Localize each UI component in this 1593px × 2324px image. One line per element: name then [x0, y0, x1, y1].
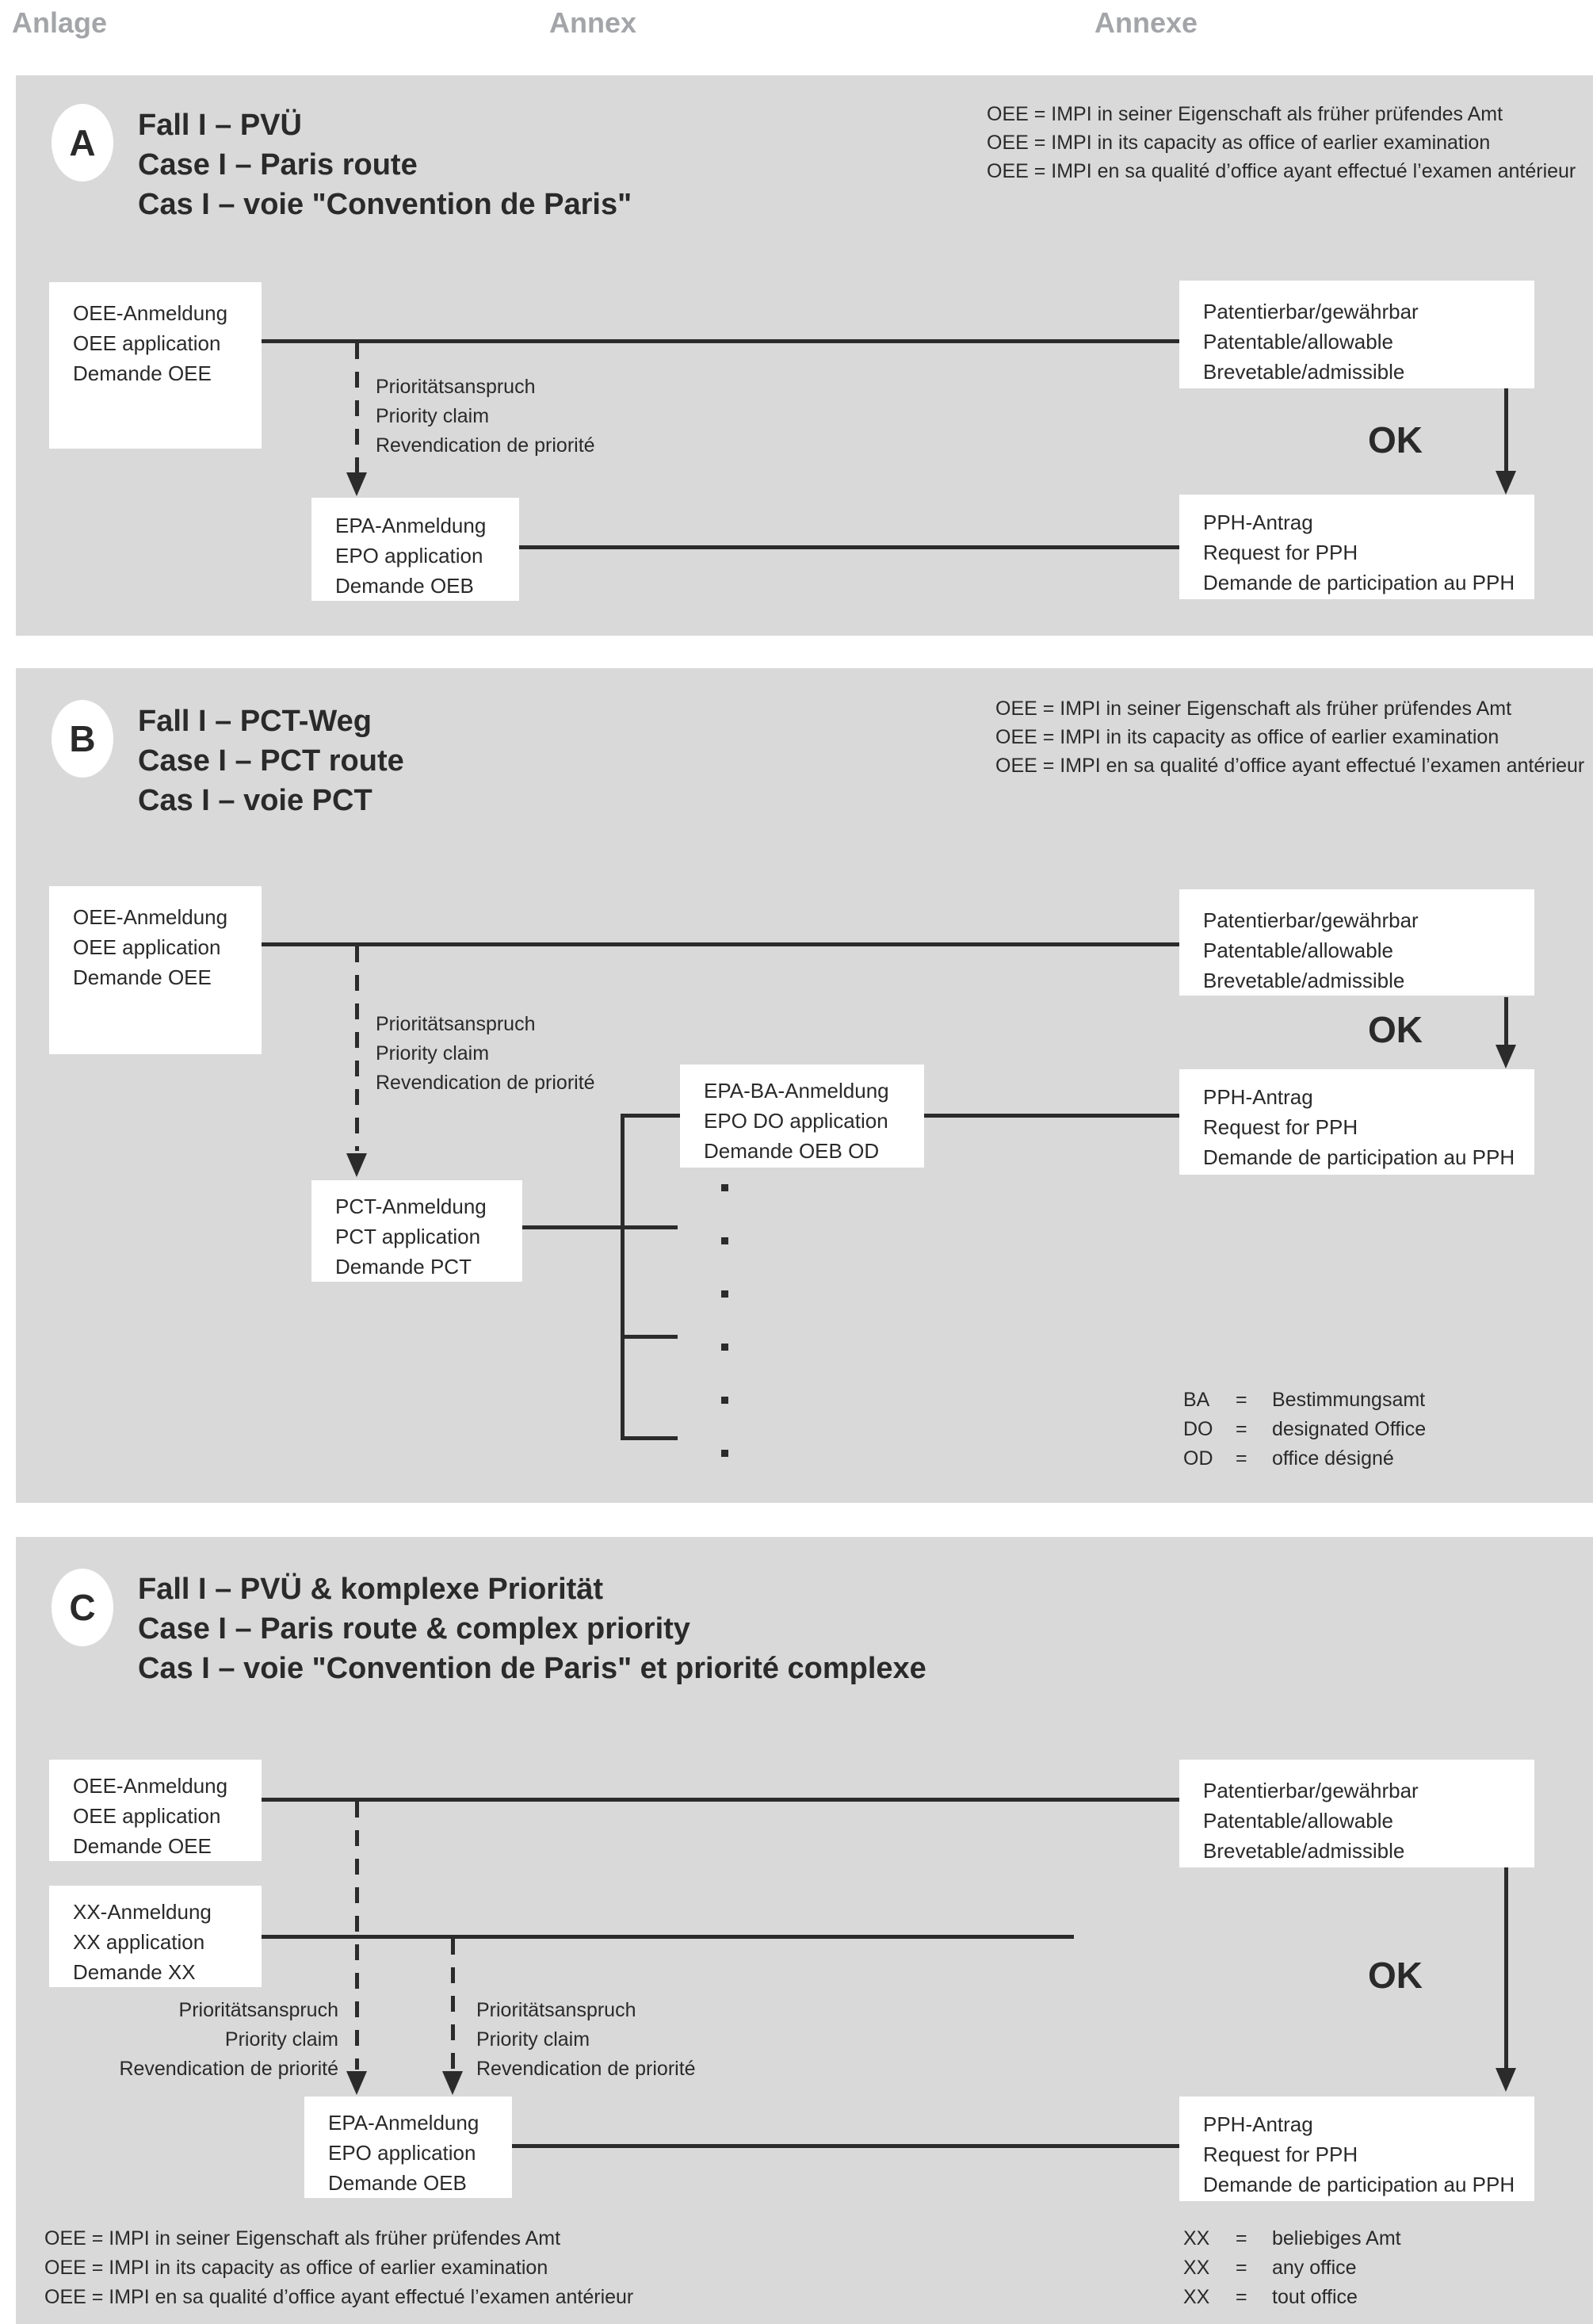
b-patentable-line-de: Patentierbar/gewährbar	[1203, 908, 1419, 932]
c-node-patentable	[1179, 1760, 1534, 1867]
legend-eq: =	[1236, 2286, 1247, 2308]
b-stub-top-to-epodo	[621, 1114, 682, 1118]
a-node-pph-request	[1179, 495, 1534, 599]
b-pph-line-en: Request for PPH	[1203, 1115, 1358, 1139]
a-ok-arrow	[1504, 388, 1508, 471]
a-patentable-line-de: Patentierbar/gewährbar	[1203, 300, 1419, 323]
section-c-title-en: Case I – Paris route & complex priority	[138, 1612, 690, 1646]
c-epo-line-fr: Demande OEB	[328, 2171, 467, 2195]
page-header-fr: Annexe	[1094, 6, 1198, 39]
c-oee-line-de: OEE-Anmeldung	[73, 1774, 228, 1798]
legend-abbr: OD	[1183, 1447, 1213, 1470]
b-pct-line-fr: Demande PCT	[335, 1255, 472, 1279]
c-oee-line-en: OEE application	[73, 1804, 221, 1828]
section-b-badge	[52, 700, 113, 778]
section-a-badge-letter: A	[69, 122, 96, 163]
c-epo-line-en: EPO application	[328, 2141, 476, 2165]
c-pph-line-en: Request for PPH	[1203, 2142, 1358, 2166]
c-xx-line-en: XX application	[73, 1930, 205, 1954]
c-oee-legend-bottom	[44, 2224, 633, 2312]
legend-term: designated Office	[1272, 1418, 1427, 1440]
c-node-epo-application	[304, 2097, 512, 2198]
section-b-title	[138, 701, 404, 820]
c-ok-label: OK	[1368, 1955, 1423, 1996]
b-ok-arrowhead	[1496, 1045, 1516, 1068]
b-line-epodo-to-pph	[924, 1114, 1179, 1118]
a-epo-line-fr: Demande OEB	[335, 574, 474, 598]
legend-abbr: XX	[1183, 2286, 1210, 2308]
c-patentable-line-en: Patentable/allowable	[1203, 1809, 1393, 1833]
b-stub-bottom	[621, 1436, 678, 1440]
legend-term: beliebiges Amt	[1272, 2227, 1401, 2249]
legend-abbr: XX	[1183, 2257, 1210, 2279]
c-ok-arrowhead	[1496, 2068, 1516, 2092]
priority-claim-en: Priority claim	[376, 405, 490, 427]
priority-claim-de: Prioritätsanspruch	[376, 376, 536, 398]
legend-term: tout office	[1272, 2286, 1358, 2308]
b-designation-bracket	[621, 1114, 625, 1440]
a-patentable-line-fr: Brevetable/admissible	[1203, 360, 1405, 384]
b-line-oee-to-patentable	[262, 942, 1179, 946]
b-priority-claim-label	[376, 1010, 595, 1098]
b-node-epo-do-application	[680, 1065, 924, 1168]
a-oee-line-en: OEE application	[73, 331, 221, 355]
b-oee-line-fr: Demande OEE	[73, 965, 212, 989]
legend-row	[1183, 2224, 1401, 2253]
b-pph-line-de: PPH-Antrag	[1203, 1085, 1313, 1109]
b-patentable-line-fr: Brevetable/admissible	[1203, 969, 1405, 992]
c-xx-line-fr: Demande XX	[73, 1960, 196, 1984]
legend-eq: =	[1236, 1418, 1247, 1440]
a-ok-label: OK	[1368, 419, 1423, 461]
a-pph-line-fr: Demande de participation au PPH	[1203, 571, 1515, 594]
b-ellipsis-dot	[721, 1450, 728, 1457]
b-epodo-line-fr: Demande OEB OD	[704, 1139, 880, 1163]
oee-legend-fr: OEE = IMPI en sa qualité d’office ayant effectué l’examen antérieur	[44, 2286, 634, 2308]
b-node-pph-request	[1179, 1069, 1534, 1175]
oee-legend-en: OEE = IMPI in its capacity as office of earlier examination	[995, 726, 1499, 748]
legend-row	[1183, 1415, 1426, 1444]
section-c-badge-letter: C	[69, 1587, 96, 1628]
c-line-oee-to-patentable	[262, 1798, 1179, 1802]
section-a-badge	[52, 104, 113, 182]
a-node-epo-application	[311, 498, 519, 601]
legend-row	[1183, 1386, 1426, 1415]
priority-claim-en: Priority claim	[476, 2028, 590, 2051]
a-priority-arrowhead	[346, 472, 367, 496]
section-c-title-de: Fall I – PVÜ & komplexe Priorität	[138, 1573, 604, 1606]
oee-legend-en: OEE = IMPI in its capacity as office of earlier examination	[987, 132, 1491, 154]
priority-claim-fr: Revendication de priorité	[119, 2058, 338, 2080]
b-stub-mid	[621, 1335, 678, 1339]
c-pph-line-fr: Demande de participation au PPH	[1203, 2173, 1515, 2196]
a-node-oee-application	[49, 282, 262, 449]
legend-abbr: XX	[1183, 2227, 1210, 2249]
priority-claim-en: Priority claim	[376, 1042, 490, 1065]
section-a-title-de: Fall I – PVÜ	[138, 109, 302, 142]
b-epodo-line-de: EPA-BA-Anmeldung	[704, 1079, 889, 1103]
priority-claim-de: Prioritätsanspruch	[476, 1999, 636, 2021]
c-patentable-line-de: Patentierbar/gewährbar	[1203, 1779, 1419, 1802]
b-ok-arrow	[1504, 997, 1508, 1045]
b-priority-dashed-arrow	[355, 946, 359, 1151]
priority-claim-fr: Revendication de priorité	[376, 434, 595, 457]
section-b-title-fr: Cas I – voie PCT	[138, 784, 372, 817]
section-c-badge	[52, 1569, 113, 1646]
oee-legend-de: OEE = IMPI in seiner Eigenschaft als früher prüfendes Amt	[44, 2227, 561, 2249]
a-line-oee-to-patentable	[262, 339, 1179, 343]
priority-claim-fr: Revendication de priorité	[376, 1072, 595, 1094]
c-priority-dashed-arrow-2	[451, 1939, 455, 2070]
c-priority-dashed-arrow-1	[355, 1802, 359, 2070]
b-node-pct-application	[311, 1180, 522, 1282]
b-designated-office-legend	[1183, 1386, 1426, 1474]
b-priority-arrowhead	[346, 1153, 367, 1177]
b-ellipsis-dot	[721, 1344, 728, 1351]
a-oee-line-de: OEE-Anmeldung	[73, 301, 228, 325]
a-pph-line-en: Request for PPH	[1203, 541, 1358, 564]
legend-row	[1183, 2283, 1401, 2312]
b-node-patentable	[1179, 889, 1534, 996]
a-priority-dashed-arrow	[355, 343, 359, 472]
legend-eq: =	[1236, 1447, 1247, 1470]
priority-claim-en: Priority claim	[224, 2028, 338, 2051]
b-oee-line-en: OEE application	[73, 935, 221, 959]
b-ellipsis-dot	[721, 1237, 728, 1244]
legend-term: Bestimmungsamt	[1272, 1389, 1426, 1411]
a-priority-claim-label	[376, 373, 595, 461]
b-ellipsis-dot	[721, 1290, 728, 1298]
oee-legend-en: OEE = IMPI in its capacity as office of earlier examination	[44, 2257, 548, 2279]
a-oee-line-fr: Demande OEE	[73, 361, 212, 385]
a-line-epo-to-pph	[519, 545, 1179, 549]
priority-claim-fr: Revendication de priorité	[476, 2058, 696, 2080]
priority-claim-de: Prioritätsanspruch	[178, 1999, 338, 2021]
a-epo-line-en: EPO application	[335, 544, 483, 568]
section-b-title-de: Fall I – PCT-Weg	[138, 705, 372, 738]
c-priority-arrowhead-1	[346, 2071, 367, 2095]
legend-term: any office	[1272, 2257, 1357, 2279]
c-node-pph-request	[1179, 2097, 1534, 2201]
b-pph-line-fr: Demande de participation au PPH	[1203, 1145, 1515, 1169]
b-ellipsis-dot	[721, 1184, 728, 1191]
oee-legend-fr: OEE = IMPI en sa qualité d’office ayant effectué l’examen antérieur	[995, 755, 1585, 777]
c-patentable-line-fr: Brevetable/admissible	[1203, 1839, 1405, 1863]
oee-legend-de: OEE = IMPI in seiner Eigenschaft als früher prüfendes Amt	[995, 698, 1512, 720]
legend-abbr: DO	[1183, 1418, 1213, 1440]
section-b-oee-legend	[995, 694, 1584, 780]
priority-claim-de: Prioritätsanspruch	[376, 1013, 536, 1035]
b-ok-label: OK	[1368, 1009, 1423, 1050]
b-ellipsis-dot	[721, 1397, 728, 1404]
c-priority-claim-label-right	[476, 1996, 696, 2084]
c-xx-legend	[1183, 2224, 1401, 2312]
c-node-xx-application	[49, 1886, 262, 1987]
b-pct-line-en: PCT application	[335, 1225, 481, 1248]
section-b-title-en: Case I – PCT route	[138, 744, 404, 778]
a-pph-line-de: PPH-Antrag	[1203, 510, 1313, 534]
section-c-title-fr: Cas I – voie "Convention de Paris" et priorité complexe	[138, 1652, 926, 1685]
section-c-title	[138, 1569, 926, 1688]
b-pct-line-de: PCT-Anmeldung	[335, 1194, 487, 1218]
legend-abbr: BA	[1183, 1389, 1210, 1411]
page-header-de: Anlage	[12, 6, 108, 39]
c-epo-line-de: EPA-Anmeldung	[328, 2111, 479, 2135]
b-line-pct-to-bracket	[522, 1225, 678, 1229]
b-epodo-line-en: EPO DO application	[704, 1109, 888, 1133]
legend-eq: =	[1236, 2257, 1247, 2279]
c-xx-line-de: XX-Anmeldung	[73, 1900, 212, 1924]
c-ok-arrow	[1504, 1867, 1508, 2068]
oee-legend-de: OEE = IMPI in seiner Eigenschaft als früher prüfendes Amt	[987, 103, 1503, 125]
b-patentable-line-en: Patentable/allowable	[1203, 938, 1393, 962]
c-node-oee-application	[49, 1760, 262, 1861]
c-line-epo-to-pph	[512, 2144, 1179, 2148]
c-pph-line-de: PPH-Antrag	[1203, 2112, 1313, 2136]
b-oee-line-de: OEE-Anmeldung	[73, 905, 228, 929]
c-oee-line-fr: Demande OEE	[73, 1834, 212, 1858]
section-a-title-en: Case I – Paris route	[138, 148, 418, 182]
legend-row	[1183, 1444, 1426, 1474]
section-b-badge-letter: B	[69, 718, 96, 759]
b-node-oee-application	[49, 886, 262, 1054]
legend-term: office désigné	[1272, 1447, 1394, 1470]
c-priority-arrowhead-2	[442, 2071, 463, 2095]
page-header-en: Annex	[549, 6, 637, 39]
a-epo-line-de: EPA-Anmeldung	[335, 514, 487, 537]
a-node-patentable	[1179, 281, 1534, 388]
section-a-title-fr: Cas I – voie "Convention de Paris"	[138, 188, 632, 221]
section-a-oee-legend	[987, 100, 1576, 185]
legend-eq: =	[1236, 1389, 1247, 1411]
section-a-title	[138, 105, 632, 224]
a-ok-arrowhead	[1496, 471, 1516, 495]
c-line-xx-application	[262, 1935, 1074, 1939]
legend-eq: =	[1236, 2227, 1247, 2249]
oee-legend-fr: OEE = IMPI en sa qualité d’office ayant effectué l’examen antérieur	[987, 160, 1576, 182]
a-patentable-line-en: Patentable/allowable	[1203, 330, 1393, 354]
c-priority-claim-label-left	[21, 1996, 338, 2084]
legend-row	[1183, 2253, 1401, 2283]
